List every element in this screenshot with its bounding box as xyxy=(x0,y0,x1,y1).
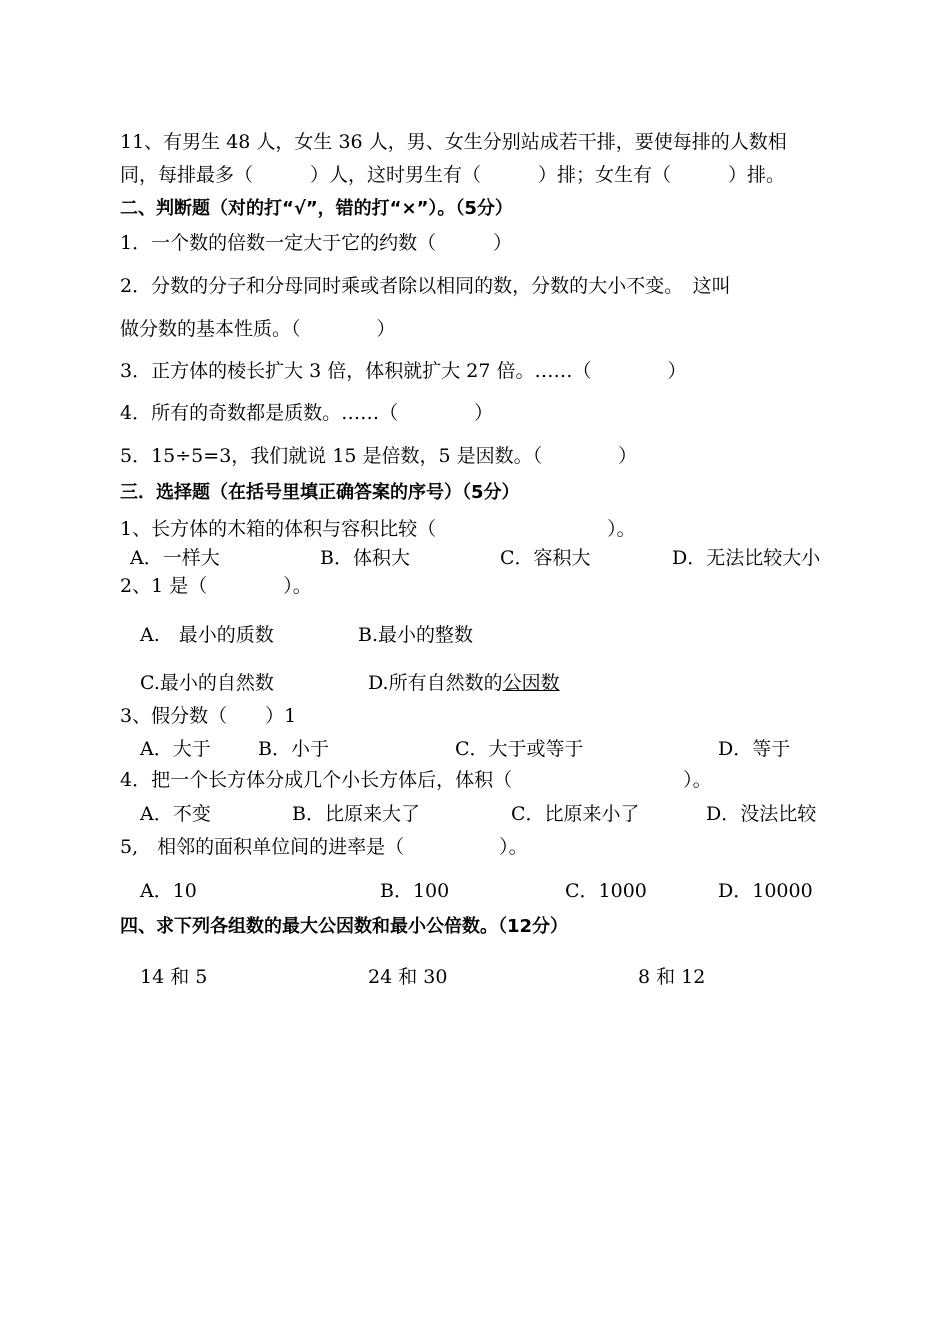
choice-q4-option-d: D．没法比较 xyxy=(706,803,817,825)
number-pair-3: 8 和 12 xyxy=(638,966,706,988)
section3-title: 三．选择题（在括号里填正确答案的序号）（5分） xyxy=(120,482,520,503)
choice-q5-option-b: B．100 xyxy=(380,880,450,902)
judge-item-4: 4．所有的奇数都是质数。……（ ） xyxy=(120,402,494,424)
number-pair-1: 14 和 5 xyxy=(140,966,208,988)
choice-q3-option-a: A．大于 xyxy=(140,738,211,760)
choice-q1-option-b: B．体积大 xyxy=(320,547,410,569)
choice-q3-option-b: B．小于 xyxy=(258,738,329,760)
q11-line1: 11、有男生 48 人，女生 36 人，男、女生分别站成若干排，要使每排的人数相 xyxy=(120,131,787,153)
choice-q1-option-d: D．无法比较大小 xyxy=(672,547,821,569)
q11-line2: 同，每排最多（ ）人，这时男生有（ ）排；女生有（ ）排。 xyxy=(120,164,786,186)
choice-q2-option-d-underlined: 公因数 xyxy=(502,672,560,694)
judge-item-5: 5．15÷5=3，我们就说 15 是倍数，5 是因数。（ ） xyxy=(120,445,638,467)
choice-q3-option-c: C．大于或等于 xyxy=(455,738,584,760)
judge-item-2-cont: 做分数的基本性质。（ ） xyxy=(120,318,396,340)
choice-q4-option-b: B．比原来大了 xyxy=(292,803,420,825)
choice-q3-option-d: D．等于 xyxy=(718,738,791,760)
choice-q2-option-d-text: D.所有自然数的 xyxy=(368,672,503,694)
judge-item-2: 2．分数的分子和分母同时乘或者除以相同的数，分数的大小不变。 这叫 xyxy=(120,275,731,297)
choice-q4-option-c: C．比原来小了 xyxy=(511,803,640,825)
judge-item-1: 1．一个数的倍数一定大于它的约数（ ） xyxy=(120,232,513,254)
choice-q2-option-c: C.最小的自然数 xyxy=(140,672,274,694)
choice-q4-stem: 4．把一个长方体分成几个小长方体后，体积（ ）。 xyxy=(120,769,712,791)
section4-title: 四、求下列各组数的最大公因数和最小公倍数。（12分） xyxy=(120,916,569,937)
choice-q1-option-a: A．一样大 xyxy=(130,547,220,569)
number-pair-2: 24 和 30 xyxy=(368,966,448,988)
choice-q5-option-c: C．1000 xyxy=(565,880,647,902)
choice-q5-option-a: A．10 xyxy=(140,880,197,902)
choice-q4-option-a: A．不变 xyxy=(140,803,211,825)
choice-q5-stem: 5, 相邻的面积单位间的进率是（ ）。 xyxy=(120,836,528,858)
section2-title: 二、判断题（对的打“√”，错的打“×”）。（5分） xyxy=(120,198,513,219)
choice-q3-stem: 3、假分数（ ）1 xyxy=(120,705,297,727)
choice-q1-stem: 1、长方体的木箱的体积与容积比较（ ）。 xyxy=(120,518,636,540)
judge-item-3: 3．正方体的棱长扩大 3 倍，体积就扩大 27 倍。……（ ） xyxy=(120,360,687,382)
choice-q1-option-c: C．容积大 xyxy=(500,547,591,569)
choice-q2-option-d xyxy=(368,671,560,695)
choice-q5-option-d: D．10000 xyxy=(718,880,813,902)
choice-q2-option-b: B.最小的整数 xyxy=(358,624,474,646)
choice-q2-option-a: A. 最小的质数 xyxy=(140,624,274,646)
choice-q2-stem: 2、1 是（ ）。 xyxy=(120,575,312,597)
